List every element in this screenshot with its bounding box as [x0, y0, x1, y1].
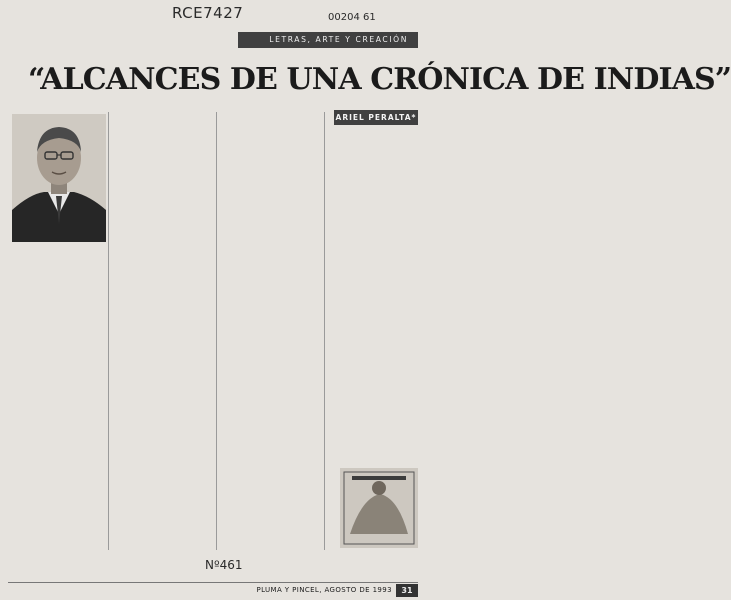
footer-divider: [8, 582, 418, 583]
column-divider: [324, 112, 325, 550]
article-column-4: [328, 128, 418, 468]
article-column-1: [12, 248, 104, 550]
handwritten-number-annotation: Nº461: [205, 558, 243, 572]
headline: “ALCANCES DE UNA CRÓNICA DE INDIAS”: [28, 62, 731, 97]
page-number: 31: [396, 584, 418, 597]
article-column-2: [112, 112, 212, 550]
catalog-code-annotation: RCE7427: [172, 4, 244, 22]
publication-footer: PLUMA Y PINCEL, AGOSTO DE 1993: [256, 586, 392, 594]
column-divider: [108, 112, 109, 550]
article-column-3: [220, 112, 320, 550]
page-code-annotation: 00204 61: [328, 12, 376, 23]
column-divider: [216, 112, 217, 550]
author-byline: ARIEL PERALTA*: [334, 110, 418, 125]
section-banner: LETRAS, ARTE Y CREACIÓN: [238, 32, 418, 48]
author-portrait-photo: [12, 114, 106, 242]
book-cover-illustration: [340, 468, 418, 548]
